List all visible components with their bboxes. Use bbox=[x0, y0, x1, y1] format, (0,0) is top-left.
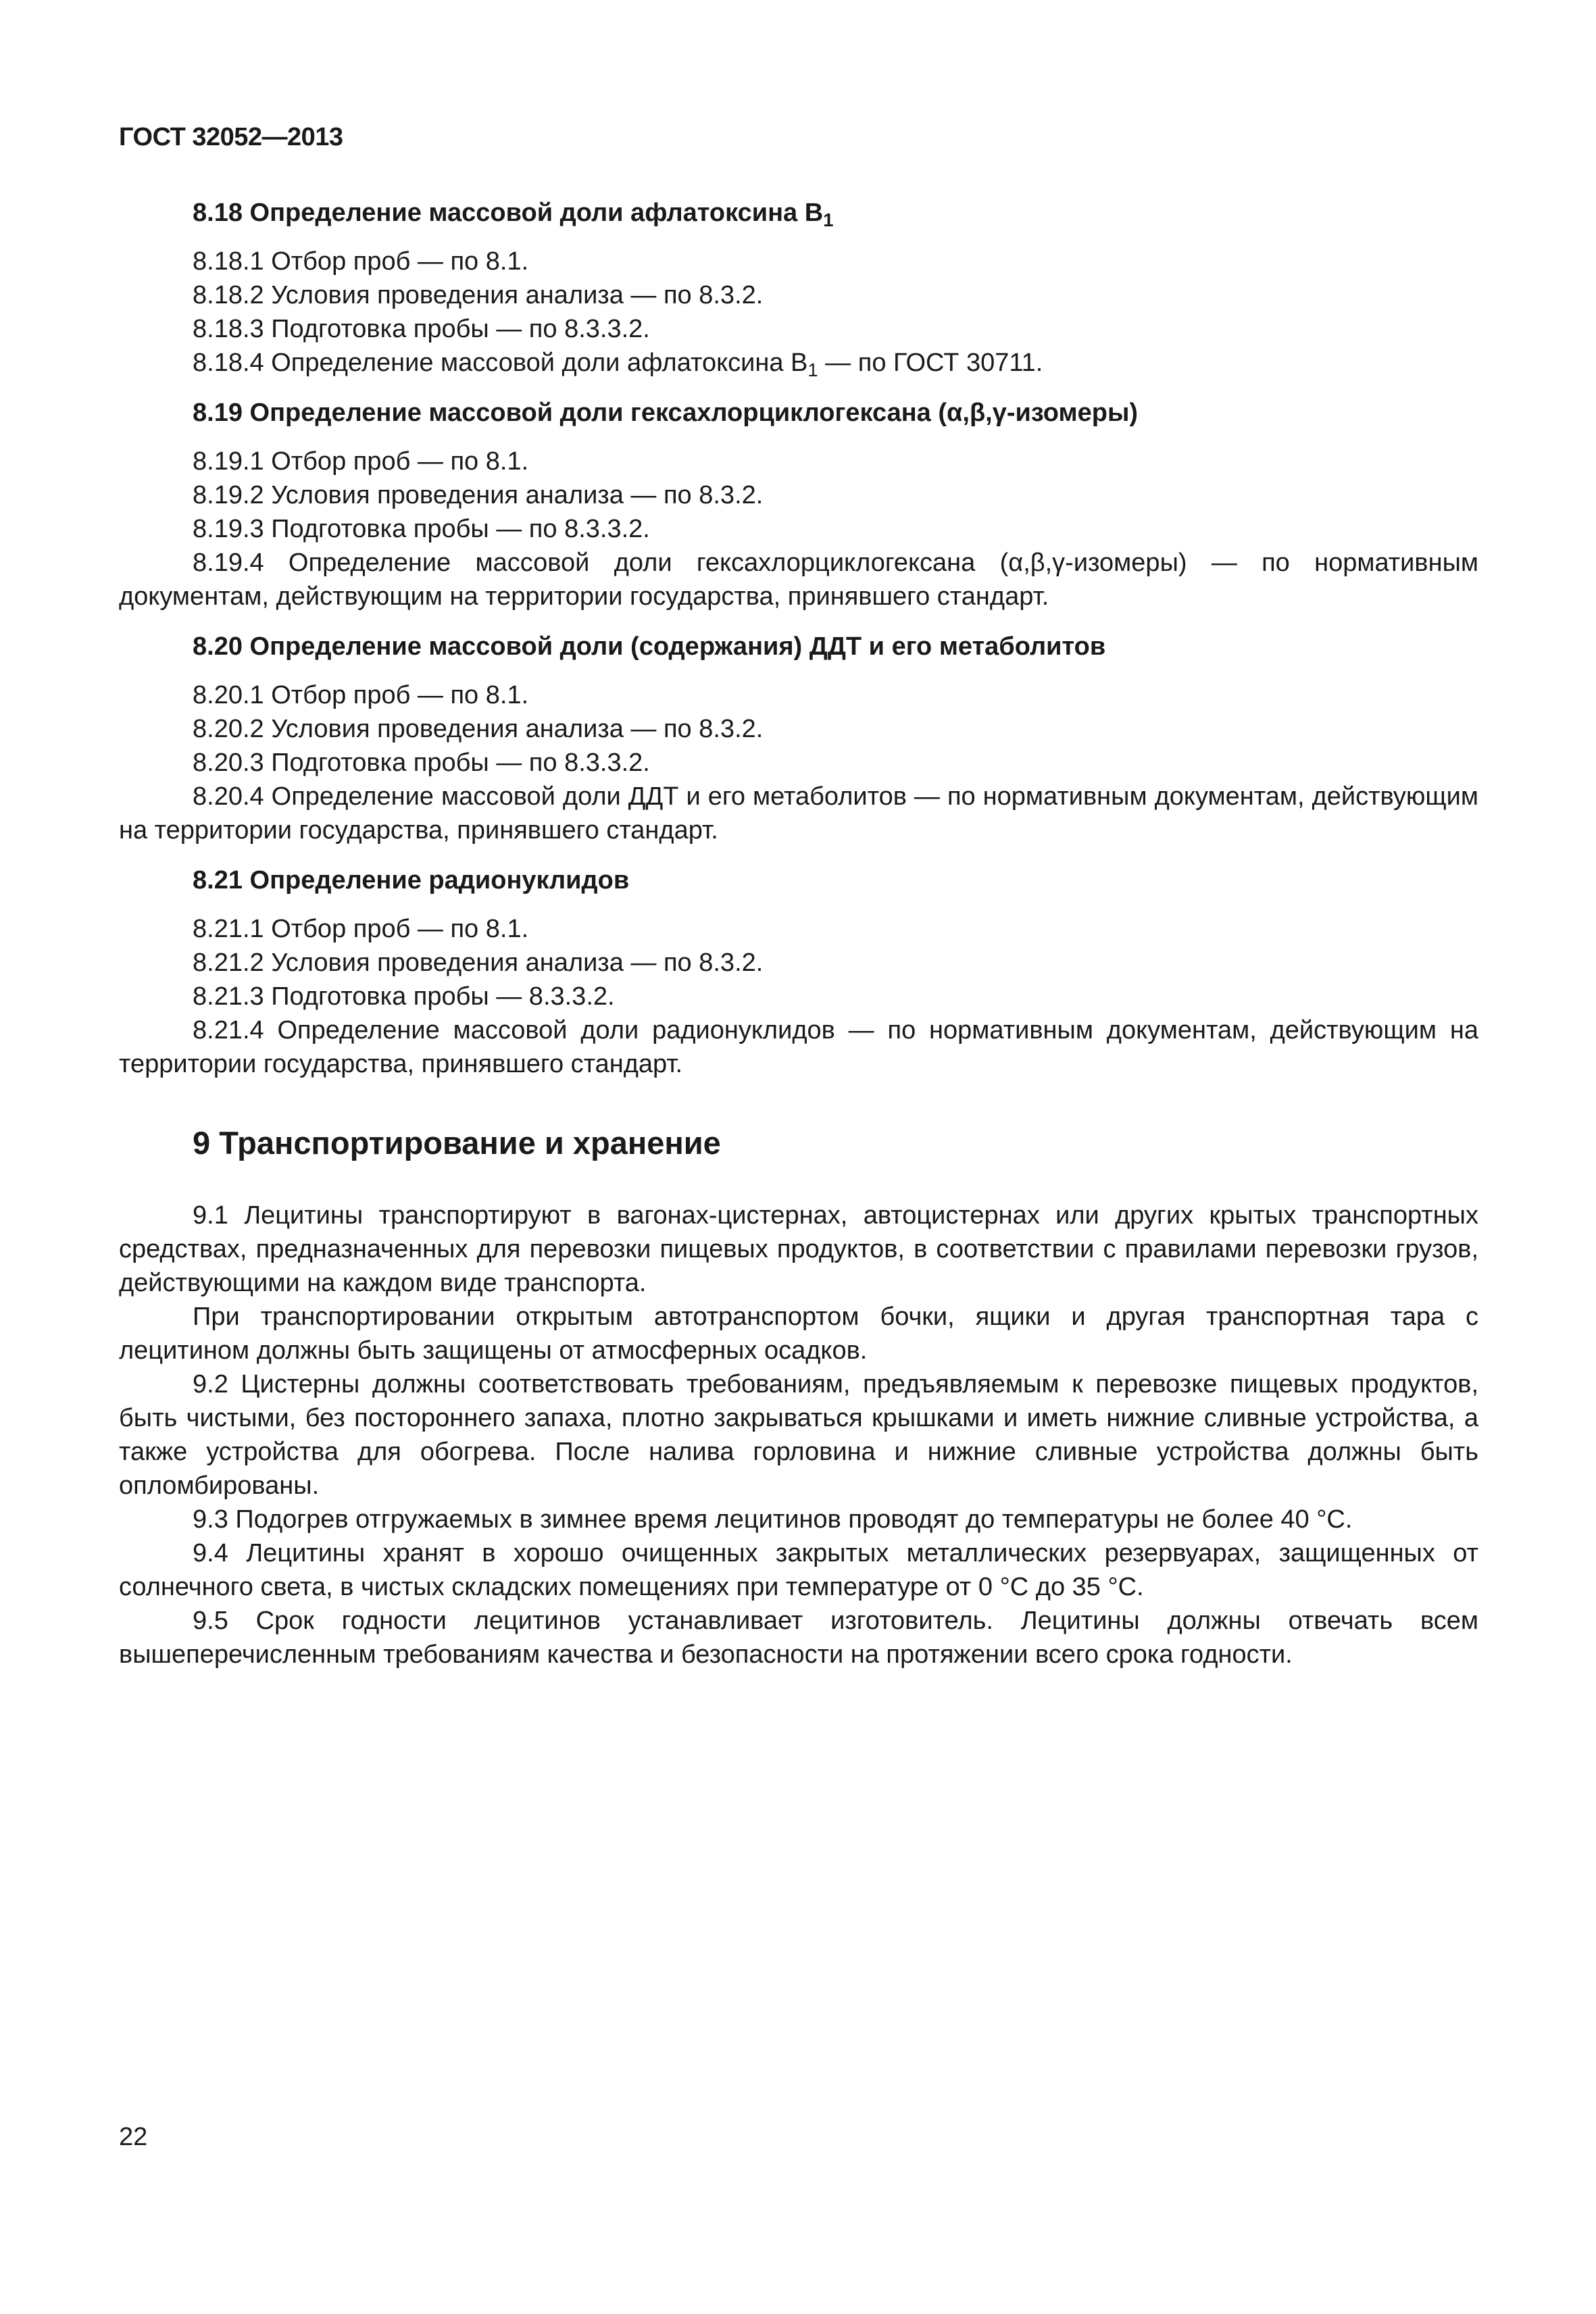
paragraph-8-20-4: 8.20.4 Определение массовой доли ДДТ и его метаболитов — по нормативным документам, действующим на территории государства, принявшего стандарт. bbox=[119, 782, 1478, 845]
paragraph-9-4: 9.4 Лецитины хранят в хорошо очищенных закрытых металлических резервуарах, защищенных от солнечного света, в чистых складских помещениях при температуре от 0 °С до 35 °С. bbox=[119, 1539, 1478, 1601]
paragraph-8-20-3: 8.20.3 Подготовка пробы — по 8.3.3.2. bbox=[193, 749, 650, 777]
paragraph-8-18-4-subscript: 1 bbox=[807, 359, 818, 381]
paragraph-9-1-transport: При транспортировании открытым автотранспортом бочки, ящики и другая транспортная тара с лецитином должны быть защищены от атмосферных осадков. bbox=[119, 1303, 1478, 1365]
page-number: 22 bbox=[119, 2123, 148, 2151]
section-8-18-heading-subscript: 1 bbox=[823, 209, 834, 231]
section-8-21-heading: 8.21 Определение радионуклидов bbox=[193, 866, 630, 895]
paragraph-8-18-4-text: 8.18.4 Определение массовой доли афлатоксина B bbox=[193, 349, 808, 377]
paragraph-8-20-1: 8.20.1 Отбор проб — по 8.1. bbox=[193, 681, 529, 709]
paragraph-8-20-2: 8.20.2 Условия проведения анализа — по 8.3.2. bbox=[193, 715, 764, 743]
paragraph-9-1: 9.1 Лецитины транспортируют в вагонах-цистернах, автоцистернах или других крытых транспортных средствах, предназначенных для перевозки пищевых продуктов, в соответствии с правилами перевозки грузов, действующими на каждом виде транспорта. bbox=[119, 1201, 1478, 1297]
paragraph-8-18-1: 8.18.1 Отбор проб — по 8.1. bbox=[193, 247, 529, 276]
document-body bbox=[119, 196, 1478, 1671]
paragraph-8-21-4: 8.21.4 Определение массовой доли радионуклидов — по нормативным документам, действующим на территории государства, принявшего стандарт. bbox=[119, 1016, 1478, 1078]
paragraph-8-19-2: 8.19.2 Условия проведения анализа — по 8.3.2. bbox=[193, 481, 764, 509]
paragraph-8-21-3: 8.21.3 Подготовка пробы — 8.3.3.2. bbox=[193, 982, 615, 1011]
paragraph-8-18-3: 8.18.3 Подготовка пробы — по 8.3.3.2. bbox=[193, 315, 650, 343]
paragraph-9-2: 9.2 Цистерны должны соответствовать требованиям, предъявляемым к перевозке пищевых продуктов, быть чистыми, без постороннего запаха, плотно закрываться крышками и иметь нижние сливные устройства, а также устройства для обогрева. После налива горловина и нижние сливные устройства должны быть опломбированы. bbox=[119, 1370, 1478, 1500]
section-8-18-heading bbox=[119, 196, 1478, 230]
section-9-title: 9 Транспортирование и хранение bbox=[193, 1125, 721, 1161]
paragraph-8-21-1: 8.21.1 Отбор проб — по 8.1. bbox=[193, 915, 529, 943]
document-code-header: ГОСТ 32052—2013 bbox=[119, 123, 343, 151]
paragraph-8-18-4-text-end: — по ГОСТ 30711. bbox=[818, 349, 1043, 377]
paragraph-8-18-4 bbox=[119, 346, 1478, 380]
paragraph-8-19-4: 8.19.4 Определение массовой доли гексахлорциклогексана (α,β,γ-изомеры) — по нормативным документам, действующим на территории государства, принявшего стандарт. bbox=[119, 549, 1478, 611]
section-8-20-heading: 8.20 Определение массовой доли (содержания) ДДТ и его метаболитов bbox=[193, 632, 1106, 661]
paragraph-9-3: 9.3 Подогрев отгружаемых в зимнее время лецитинов проводят до температуры не более 40 °С. bbox=[193, 1505, 1353, 1534]
paragraph-8-18-2: 8.18.2 Условия проведения анализа — по 8.3.2. bbox=[193, 281, 764, 309]
section-8-18-heading-text: 8.18 Определение массовой доли афлатоксина B bbox=[193, 199, 824, 227]
paragraph-8-19-1: 8.19.1 Отбор проб — по 8.1. bbox=[193, 447, 529, 476]
paragraph-8-19-3: 8.19.3 Подготовка пробы — по 8.3.3.2. bbox=[193, 515, 650, 543]
paragraph-9-5: 9.5 Срок годности лецитинов устанавливает изготовитель. Лецитины должны отвечать всем вышеперечисленным требованиям качества и безопасности на протяжении всего срока годности. bbox=[119, 1607, 1478, 1669]
section-8-19-heading: 8.19 Определение массовой доли гексахлорциклогексана (α,β,γ-изомеры) bbox=[193, 399, 1139, 427]
paragraph-8-21-2: 8.21.2 Условия проведения анализа — по 8.3.2. bbox=[193, 949, 764, 977]
